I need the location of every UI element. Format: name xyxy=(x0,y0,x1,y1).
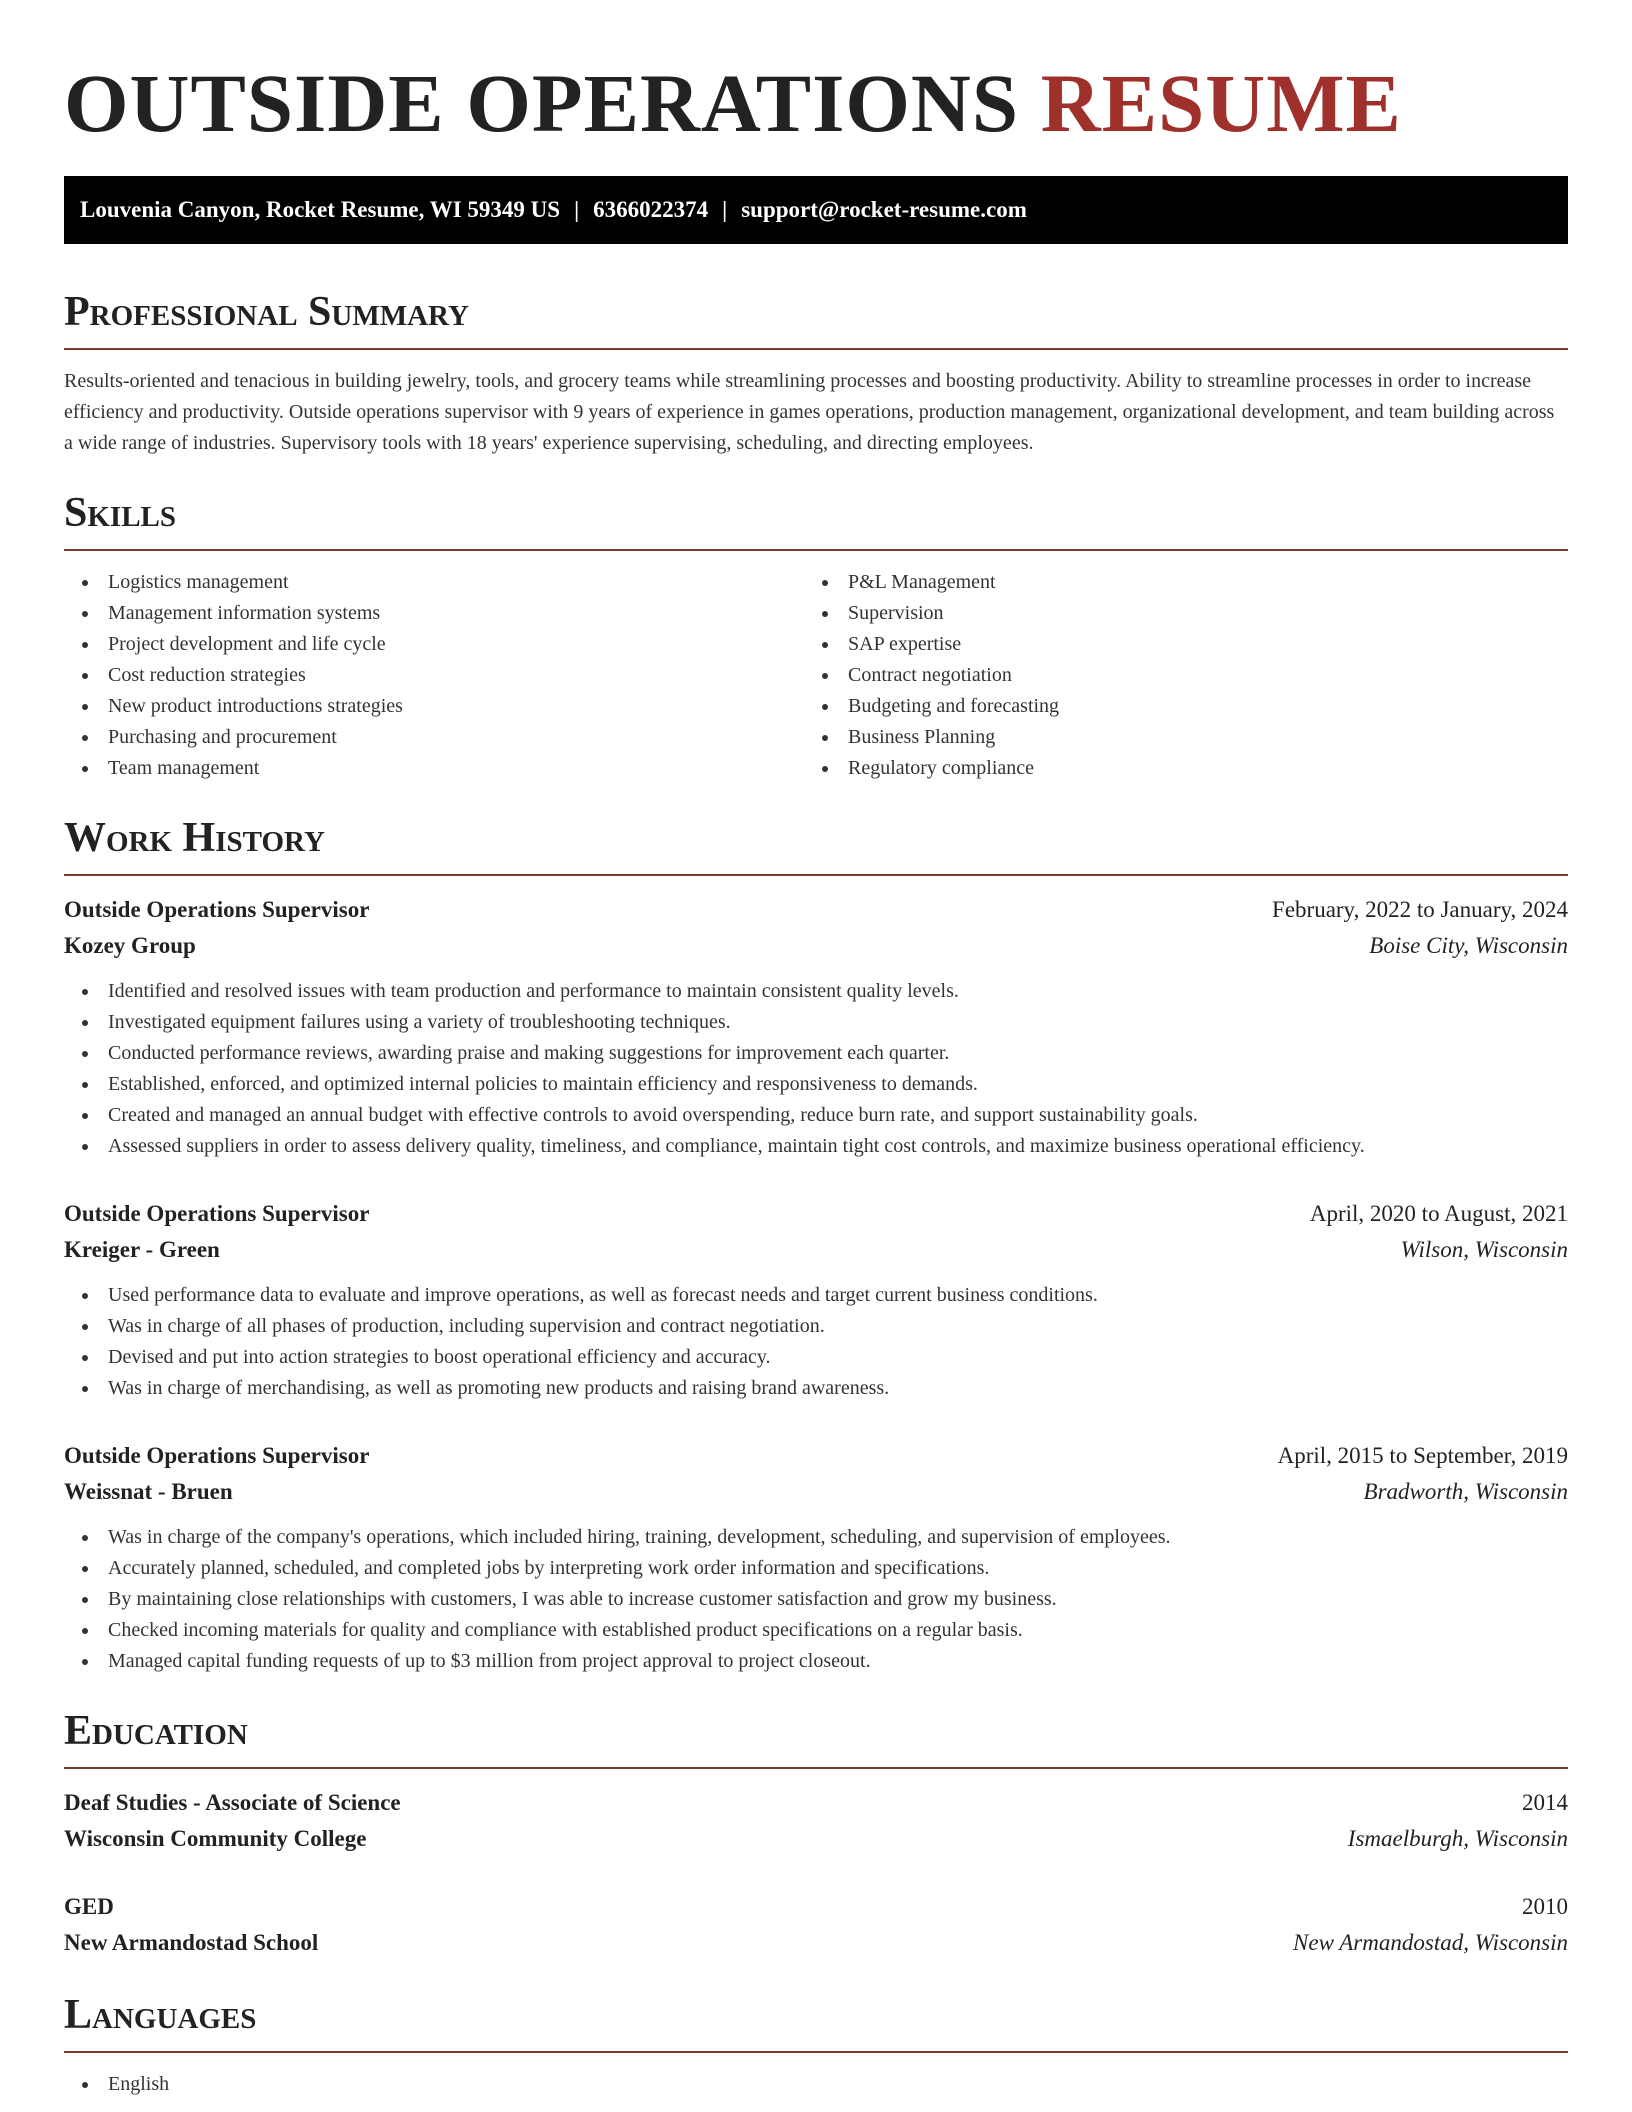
skills-list-left xyxy=(64,567,804,784)
job-location: Bradworth, Wisconsin xyxy=(1363,1479,1568,1504)
education-degree-row xyxy=(64,1785,1568,1821)
contact-phone: 6366022374 xyxy=(593,197,709,222)
education-entry xyxy=(64,1889,1568,1961)
education-year: 2014 xyxy=(1522,1790,1568,1815)
contact-address: Louvenia Canyon, Rocket Resume, WI 59349 US xyxy=(80,197,561,222)
duty-item: Created and managed an annual budget with effective controls to avoid overspending, reduce burn rate, and support sustainability goals. xyxy=(64,1100,1568,1131)
education-school: Wisconsin Community College xyxy=(64,1826,367,1851)
languages-heading: Languages xyxy=(64,1991,1568,2053)
job-dates: February, 2022 to January, 2024 xyxy=(1272,897,1568,922)
contact-separator: | xyxy=(722,197,728,222)
job-company-row xyxy=(64,928,1568,964)
job-company: Kreiger - Green xyxy=(64,1237,220,1262)
skill-item: SAP expertise xyxy=(804,629,1544,660)
job-title: Outside Operations Supervisor xyxy=(64,897,370,922)
job-title-row xyxy=(64,892,1568,928)
resume-title-main: OUTSIDE OPERATIONS xyxy=(64,57,1020,149)
duty-item: Conducted performance reviews, awarding praise and making suggestions for improvement each quarter. xyxy=(64,1038,1568,1069)
duty-item: Assessed suppliers in order to assess delivery quality, timeliness, and compliance, maintain tight cost controls, and maximize business operational efficiency. xyxy=(64,1131,1568,1162)
work-history-heading: Work History xyxy=(64,814,1568,876)
job-location: Wilson, Wisconsin xyxy=(1400,1237,1568,1262)
education-degree: GED xyxy=(64,1894,114,1919)
job-duties xyxy=(64,1522,1568,1677)
skill-item: Regulatory compliance xyxy=(804,753,1544,784)
job-dates: April, 2020 to August, 2021 xyxy=(1309,1201,1568,1226)
job-entry xyxy=(64,1438,1568,1677)
skill-item: Team management xyxy=(64,753,804,784)
duty-item: Was in charge of the company's operations, which included hiring, training, development, scheduling, and supervision of employees. xyxy=(64,1522,1568,1553)
skill-item: Contract negotiation xyxy=(804,660,1544,691)
education-entry xyxy=(64,1785,1568,1857)
job-company: Kozey Group xyxy=(64,933,196,958)
duty-item: Checked incoming materials for quality and compliance with established product specifications on a regular basis. xyxy=(64,1615,1568,1646)
duty-item: Used performance data to evaluate and improve operations, as well as forecast needs and target current business conditions. xyxy=(64,1280,1568,1311)
languages-list xyxy=(64,2069,1568,2100)
contact-separator: | xyxy=(574,197,580,222)
job-duties xyxy=(64,976,1568,1162)
skill-item: Cost reduction strategies xyxy=(64,660,804,691)
contact-bar xyxy=(64,176,1568,244)
education-year: 2010 xyxy=(1522,1894,1568,1919)
job-entry xyxy=(64,892,1568,1162)
duty-item: Managed capital funding requests of up to $3 million from project approval to project closeout. xyxy=(64,1646,1568,1677)
duty-item: Investigated equipment failures using a variety of troubleshooting techniques. xyxy=(64,1007,1568,1038)
skill-item: Business Planning xyxy=(804,722,1544,753)
summary-heading: Professional Summary xyxy=(64,288,1568,350)
skill-item: New product introductions strategies xyxy=(64,691,804,722)
skill-item: Management information systems xyxy=(64,598,804,629)
education-location: New Armandostad, Wisconsin xyxy=(1293,1930,1568,1955)
duty-item: Accurately planned, scheduled, and completed jobs by interpreting work order information and specifications. xyxy=(64,1553,1568,1584)
job-company-row xyxy=(64,1232,1568,1268)
skills-list-right xyxy=(804,567,1544,784)
education-heading: Education xyxy=(64,1707,1568,1769)
duty-item: Identified and resolved issues with team production and performance to maintain consistent quality levels. xyxy=(64,976,1568,1007)
contact-email: support@rocket-resume.com xyxy=(741,197,1027,222)
job-entry xyxy=(64,1196,1568,1404)
duty-item: Was in charge of all phases of production, including supervision and contract negotiation. xyxy=(64,1311,1568,1342)
education-degree: Deaf Studies - Associate of Science xyxy=(64,1790,401,1815)
skill-item: Supervision xyxy=(804,598,1544,629)
education-school-row xyxy=(64,1925,1568,1961)
skills-columns xyxy=(64,567,1568,784)
resume-title xyxy=(64,0,1568,148)
job-company: Weissnat - Bruen xyxy=(64,1479,233,1504)
job-location: Boise City, Wisconsin xyxy=(1369,933,1568,958)
job-duties xyxy=(64,1280,1568,1404)
skill-item: P&L Management xyxy=(804,567,1544,598)
skill-item: Project development and life cycle xyxy=(64,629,804,660)
job-title-row xyxy=(64,1196,1568,1232)
job-dates: April, 2015 to September, 2019 xyxy=(1277,1443,1568,1468)
job-title: Outside Operations Supervisor xyxy=(64,1443,370,1468)
resume-title-accent: RESUME xyxy=(1040,57,1402,149)
language-item: English xyxy=(64,2069,1568,2100)
skill-item: Purchasing and procurement xyxy=(64,722,804,753)
job-title: Outside Operations Supervisor xyxy=(64,1201,370,1226)
skill-item: Logistics management xyxy=(64,567,804,598)
skills-heading: Skills xyxy=(64,489,1568,551)
duty-item: Devised and put into action strategies to boost operational efficiency and accuracy. xyxy=(64,1342,1568,1373)
duty-item: Established, enforced, and optimized internal policies to maintain efficiency and responsiveness to demands. xyxy=(64,1069,1568,1100)
education-location: Ismaelburgh, Wisconsin xyxy=(1347,1826,1568,1851)
skill-item: Budgeting and forecasting xyxy=(804,691,1544,722)
summary-text: Results-oriented and tenacious in building jewelry, tools, and grocery teams while streamlining processes and boosting productivity. Ability to streamline processes in order to increase efficiency and productivity. Outside operations supervisor with 9 years of experience in games operations, production management, organizational development, and team building across a wide range of industries. Supervisory tools with 18 years' experience supervising, scheduling, and directing employees. xyxy=(64,370,1555,454)
duty-item: By maintaining close relationships with customers, I was able to increase customer satisfaction and grow my business. xyxy=(64,1584,1568,1615)
duty-item: Was in charge of merchandising, as well as promoting new products and raising brand awareness. xyxy=(64,1373,1568,1404)
education-school: New Armandostad School xyxy=(64,1930,319,1955)
job-title-row xyxy=(64,1438,1568,1474)
education-degree-row xyxy=(64,1889,1568,1925)
job-company-row xyxy=(64,1474,1568,1510)
education-school-row xyxy=(64,1821,1568,1857)
